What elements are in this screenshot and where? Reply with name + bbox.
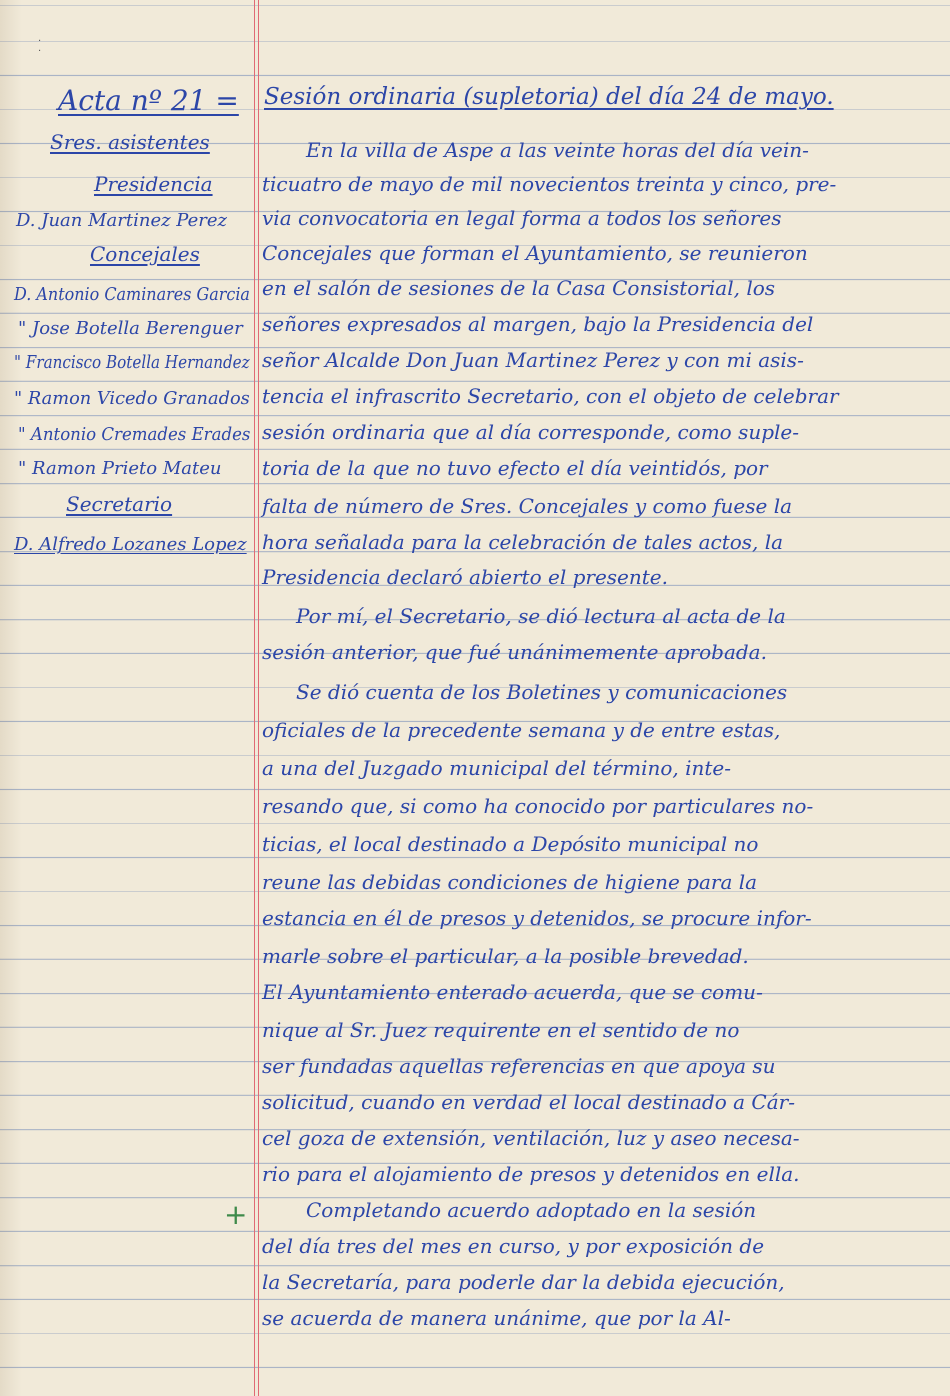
secretary-heading: Secretario — [66, 492, 173, 516]
body-line: nique al Sr. Juez requirente en el sentido de no — [262, 1018, 740, 1042]
body-line: reune las debidas condiciones de higiene para la — [262, 870, 758, 894]
councillor-name: " Jose Botella Berenguer — [18, 318, 243, 339]
body-line: Por mí, el Secretario, se dió lectura al acta de la — [296, 604, 786, 628]
body-line: sesión ordinaria que al día corresponde, como suple- — [262, 420, 800, 444]
body-line: Presidencia declaró abierto el presente. — [262, 565, 668, 589]
councillor-name: " Ramon Prieto Mateu — [18, 458, 222, 479]
body-line: tencia el infrascrito Secretario, con el objeto de celebrar — [262, 384, 839, 408]
councillor-name: " Antonio Cremades Erades — [18, 424, 251, 445]
body-line: marle sobre el particular, a la posible brevedad. — [262, 944, 749, 968]
body-line: señores expresados al margen, bajo la Presidencia del — [262, 312, 814, 336]
body-line: del día tres del mes en curso, y por exposición de — [262, 1234, 765, 1258]
body-line: toria de la que no tuvo efecto el día veintidós, por — [262, 456, 768, 480]
body-line: señor Alcalde Don Juan Martinez Perez y con mi asis- — [262, 348, 804, 372]
secretary-name: D. Alfredo Lozanes Lopez — [14, 534, 247, 555]
body-line: rio para el alojamiento de presos y detenidos en ella. — [262, 1162, 800, 1186]
body-line: via convocatoria en legal forma a todos los señores — [262, 206, 782, 230]
margin-rule-red-inner — [258, 0, 259, 1396]
attendees-heading: Sres. asistentes — [50, 130, 210, 154]
body-line: se acuerda de manera unánime, que por la Al- — [262, 1306, 731, 1330]
body-line: Completando acuerdo adoptado en la sesión — [306, 1198, 757, 1222]
councillor-name: " Francisco Botella Hernandez — [14, 352, 250, 373]
body-line: solicitud, cuando en verdad el local destinado a Cár- — [262, 1090, 795, 1114]
body-line: ticuatro de mayo de mil novecientos treinta y cinco, pre- — [262, 172, 837, 196]
acta-number: Acta nº 21 = — [58, 84, 239, 117]
body-line: resando que, si como ha conocido por particulares no- — [262, 794, 814, 818]
ink-speck: · — [38, 46, 42, 57]
body-line: oficiales de la precedente semana y de entre estas, — [262, 718, 781, 742]
body-line: El Ayuntamiento enterado acuerda, que se comu- — [262, 980, 763, 1004]
body-line: sesión anterior, que fué unánimemente aprobada. — [262, 640, 767, 664]
body-line: Concejales que forman el Ayuntamiento, se reunieron — [262, 241, 808, 265]
councillors-heading: Concejales — [90, 242, 200, 266]
councillor-name: D. Antonio Caminares Garcia — [14, 284, 250, 305]
ink-speck: · — [38, 36, 42, 47]
body-line: En la villa de Aspe a las veinte horas del día vein- — [306, 138, 809, 162]
body-line: ticias, el local destinado a Depósito municipal no — [262, 832, 759, 856]
body-line: hora señalada para la celebración de tales actos, la — [262, 530, 784, 554]
body-line: falta de número de Sres. Concejales y como fuese la — [262, 494, 793, 518]
margin-rule-red — [254, 0, 255, 1396]
body-line: en el salón de sesiones de la Casa Consistorial, los — [262, 276, 776, 300]
body-line: ser fundadas aquellas referencias en que apoya su — [262, 1054, 776, 1078]
session-title: Sesión ordinaria (supletoria) del día 24 de mayo. — [264, 84, 834, 110]
body-line: Se dió cuenta de los Boletines y comunicaciones — [296, 680, 788, 704]
presidency-heading: Presidencia — [94, 172, 213, 196]
body-line: a una del Juzgado municipal del término, inte- — [262, 756, 732, 780]
councillor-name: " Ramon Vicedo Granados — [14, 388, 250, 409]
cross-mark: + — [224, 1198, 248, 1231]
body-line: estancia en él de presos y detenidos, se procure infor- — [262, 906, 812, 930]
body-line: la Secretaría, para poderle dar la debida ejecución, — [262, 1270, 785, 1294]
body-line: cel goza de extensión, ventilación, luz y aseo necesa- — [262, 1126, 800, 1150]
president-name: D. Juan Martinez Perez — [16, 210, 227, 231]
